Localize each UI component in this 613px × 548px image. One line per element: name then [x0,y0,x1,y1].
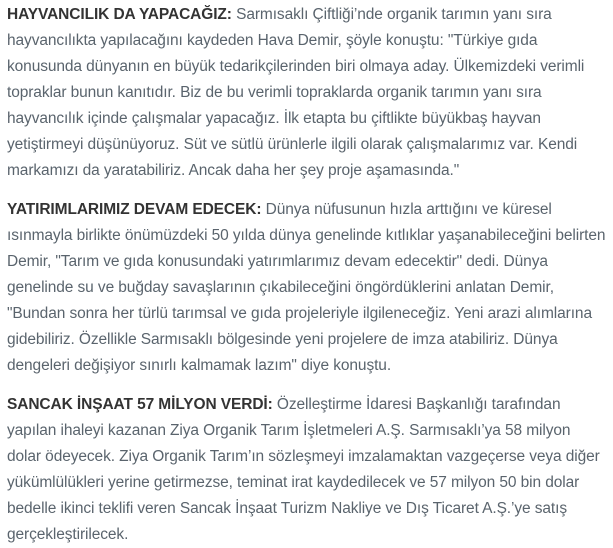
paragraph [7,2,607,184]
paragraph [7,392,607,548]
paragraph-heading: SANCAK İNŞAAT 57 MİLYON VERDİ: [7,396,273,413]
paragraph-text: Sarmısaklı Çiftliği’nde organik tarımın yanı sıra hayvancılıkta yapılacağını kaydeden Hava Demir, şöyle konuştu: "Türkiye gıda konusunda dünyanın en büyük tedarikçilerinden biri olmaya aday. Ülkemizdeki verimli topraklar bunun kanıtıdır. Biz de bu verimli topraklarda organik tarımın yanı sıra hayvancılık içinde çalışmalar yapacağız. İlk etapta bu çiftlikte büyükbaş hayvan yetiştirmeyi düşünüyoruz. Süt ve sütlü ürünlerle ilgili olarak çalışmalarımız var. Kendi markamızı da yaratabiliriz. Ancak daha her şey proje aşamasında." [7,6,585,179]
paragraph-text: Özelleştirme İdaresi Başkanlığı tarafından yapılan ihaleyi kazanan Ziya Organik Tarım İşletmeleri A.Ş. Sarmısaklı’ya 58 milyon dolar ödeyecek. Ziya Organik Tarım’ın sözleşmeyi imzalamaktan vazgeçerse veya diğer yükümlülükleri yerine getirmezse, teminat irat kaydedilecek ve 57 milyon 50 bin dolar bedelle ikinci teklifi veren Sancak İnşaat Turizm Nakliye ve Dış Ticaret A.Ş.’ye satış gerçekleştirilecek. [7,396,600,543]
paragraph-text: Dünya nüfusunun hızla arttığını ve küresel ısınmayla birlikte önümüzdeki 50 yılda dünya genelinde kıtlıklar yaşanabileceğini belirten Demir, "Tarım ve gıda konusundaki yatırımlarımız devam edecektir" dedi. Dünya genelinde su ve buğday savaşlarının çıkabileceğini öngördüklerini anlatan Demir, "Bundan sonra her türlü tarımsal ve gıda projeleriyle ilgileneceğiz. Yeni arazi alımlarına gidebiliriz. Özellikle Sarmısaklı bölgesinde yeni projelere de imza atabiliriz. Dünya dengeleri değişiyor sınırlı kalmamak lazım" diye konuştu. [7,201,606,374]
paragraph [7,197,607,379]
paragraph-heading: YATIRIMLARIMIZ DEVAM EDECEK: [7,201,262,218]
paragraph-heading: HAYVANCILIK DA YAPACAĞIZ: [7,6,232,23]
